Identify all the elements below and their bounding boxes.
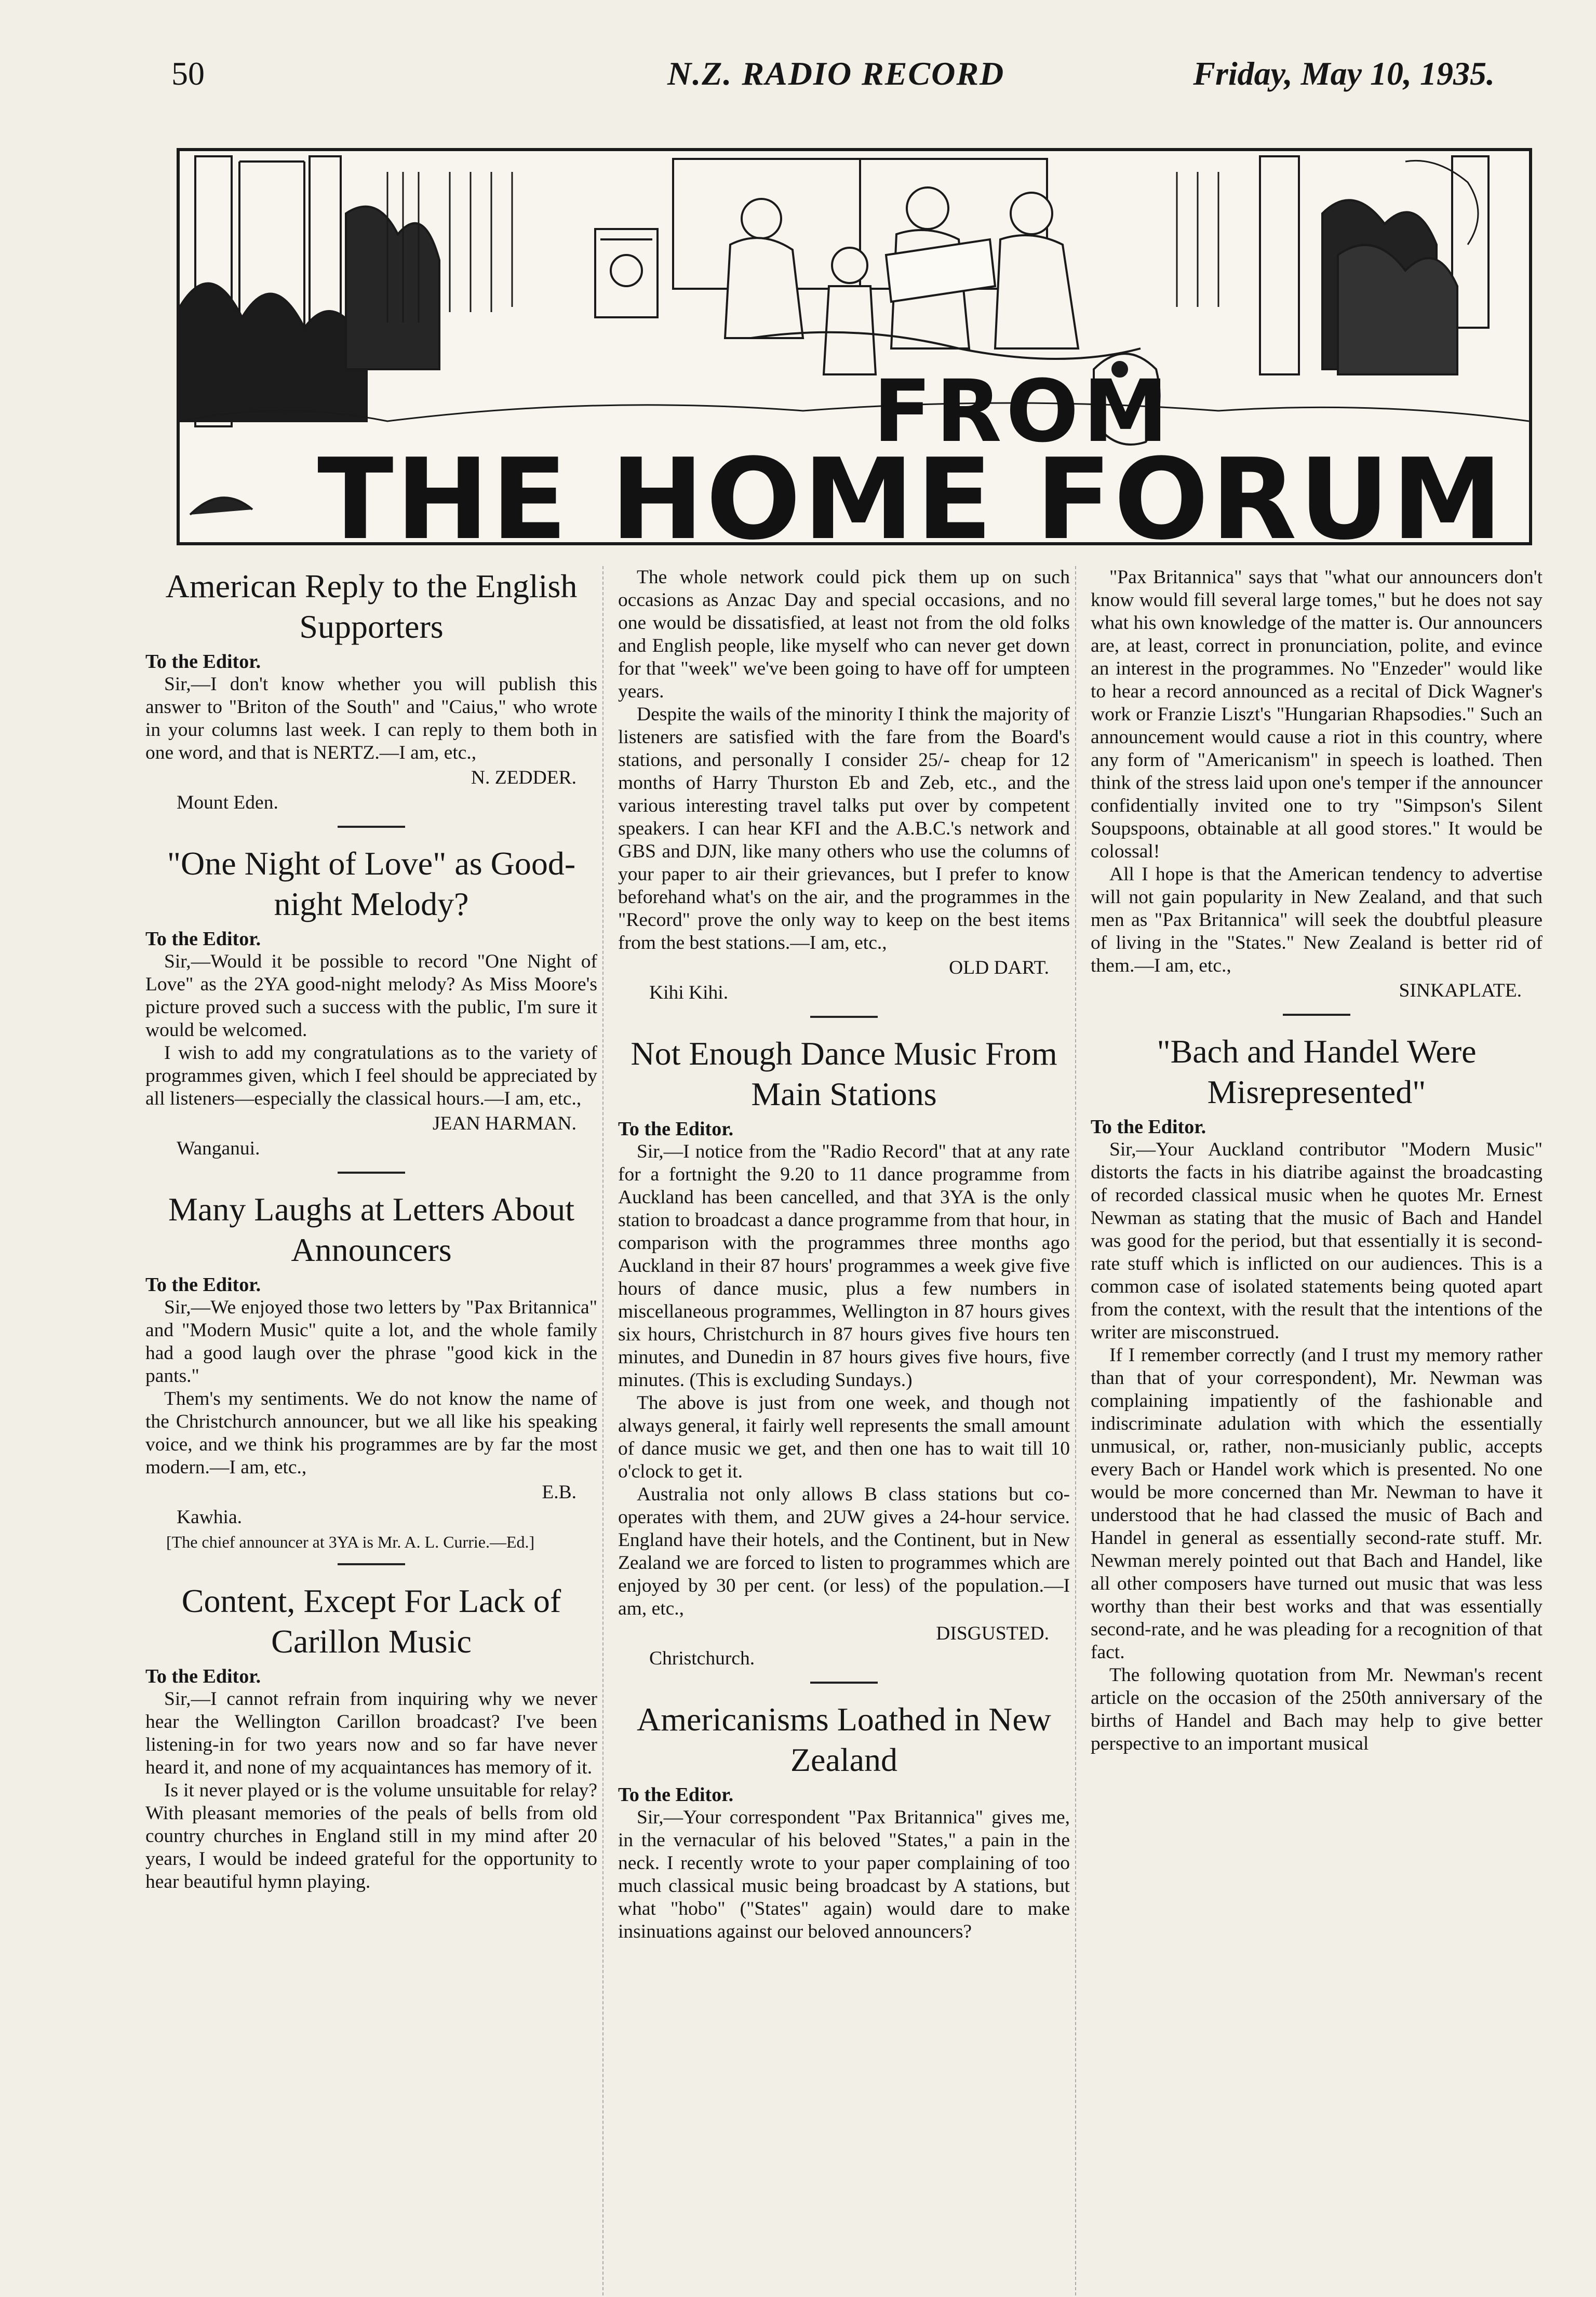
letter-paragraph: Australia not only allows B class stations but co-operates with them, and 2UW gives a 24-hour service. England have their hotels, and the Continent, but in New Zealand we are forced to listen to programmes which are enjoyed by 30 per cent. (or less) of the population.—I am, etc.,: [618, 1484, 1070, 1619]
letter-paragraph: All I hope is that the American tendency to advertise will not gain popularity in New Zealand, and that such men as "Pax Britannica" will seek the doubtful pleasure of living in the "States." New Zealand is better rid of them.—I am, etc.,: [1091, 864, 1543, 976]
letter-paragraph: Sir,—Would it be possible to record "One Night of Love" as the 2YA good-night melody? As Miss Moore's picture proved such a success with the public, I'm sure it would be welcomed.: [145, 951, 597, 1041]
letter-paragraph: Is it never played or is the volume unsuitable for relay? With pleasant memories of the peals of bells from old country churches in England still in my mind after 20 years, I would be indeed grateful for the opportunity to hear beautiful hymn playing.: [145, 1780, 597, 1892]
letter-headline: American Reply to the English Supporters: [165, 568, 578, 645]
letter-headline: Not Enough Dance Music From Main Stations: [631, 1035, 1057, 1112]
salutation: To the Editor.: [145, 651, 261, 673]
letter-headline: "One Night of Love" as Good-night Melody?: [167, 845, 576, 922]
letter-paragraph: Sir,—Your correspondent "Pax Britannica" gives me, in the vernacular of his beloved "States," a pain in the neck. I recently wrote to your paper complaining of too much classical music being broadcast by A stations, but what "hobo" ("States" again) would dare to make insinuations against our beloved announcers?: [618, 1807, 1070, 1942]
letter-signature: DISGUSTED.: [936, 1623, 1049, 1644]
column-divider: [1075, 566, 1076, 2295]
letter-paragraph: I wish to add my congratulations as to the variety of programmes given, which I feel should be appreciated by all listeners—especially the classical hours.—I am, etc.,: [145, 1042, 597, 1109]
divider-rule: [338, 1563, 405, 1565]
letter-place: Kawhia.: [177, 1507, 242, 1528]
column-3: [1091, 566, 1543, 1755]
divider-rule: [1283, 1014, 1350, 1016]
letter-paragraph: Them's my sentiments. We do not know the name of the Christchurch announcer, but we all like his speaking voice, and we think his programmes are by far the most modern.—I am, etc.,: [145, 1388, 597, 1478]
letter-headline: Many Laughs at Letters About Announcers: [168, 1191, 575, 1268]
editor-note: [The chief announcer at 3YA is Mr. A. L. Currie.—Ed.]: [166, 1533, 535, 1551]
letter-paragraph: The above is just from one week, and though not always general, it fairly well represents the small amount of dance music we get, and then one has to wait till 10 o'clock to get it.: [618, 1392, 1070, 1482]
letter-signature: OLD DART.: [949, 957, 1049, 978]
banner-title-from: FROM: [873, 361, 1173, 461]
letter-carillon-music-part2: [618, 566, 1070, 1004]
letter-signature: E.B.: [542, 1482, 576, 1503]
letter-american-reply: [145, 566, 597, 814]
letter-paragraph: The whole network could pick them up on such occasions as Anzac Day and special occasions, and no one would be dissatisfied, at least not from the old folks and English people, like myself who can never get down for that "week" we've been going to have off for umpteen years.: [618, 567, 1070, 702]
letter-one-night-of-love: [145, 843, 597, 1160]
salutation: To the Editor.: [145, 1665, 261, 1687]
letter-place: Kihi Kihi.: [649, 982, 729, 1003]
letter-paragraph: Despite the wails of the minority I think the majority of listeners are satisfied with the fare from the Board's stations, and personally I consider 25/- cheap for 12 months of Harry Thurston Eb and Zeb, etc., and the various interesting travel talks put over by competent speakers. I can hear KFI and the A.B.C.'s network and GBS and DJN, like many others who use the columns of your paper to air their grievances, but I prefer to know beforehand what's on the air, and the programmes in the "Record" prove the only way to keep on the best items from the best stations.—I am, etc.,: [618, 704, 1070, 953]
letter-paragraph: If I remember correctly (and I trust my memory rather than that of your correspondent), Mr. Newman was complaining impatiently of the fashionable and indiscriminate adulation with which the essentially unmusical, or, rather, non-musicianly public, accepts every Bach or Handel work which is presented. No one would be more concerned than Mr. Newman to have it understood that he had classed the music of Bach and Handel in general as essentially second-rate stuff. Mr. Newman merely pointed out that Bach and Handel, like all other composers have turned out music that was less worthy than their best works and that was essentially second-rate, and he was pleading for a recognition of that fact.: [1091, 1345, 1543, 1663]
divider-rule: [810, 1682, 878, 1684]
letter-signature: N. ZEDDER.: [471, 767, 576, 788]
letter-many-laughs: [145, 1189, 597, 1552]
divider-rule: [338, 1172, 405, 1174]
banner-title-home-forum: THE HOME FORUM: [317, 434, 1505, 545]
letter-headline: "Bach and Handel Were Misrepresented": [1157, 1033, 1477, 1110]
letter-paragraph: Sir,—I don't know whether you will publish this answer to "Briton of the South" and "Caius," who wrote in your columns last week. I can reply to them both in one word, and that is NERTZ.—I am, etc.,: [145, 674, 597, 763]
letter-dance-music: [618, 1033, 1070, 1670]
letter-paragraph: "Pax Britannica" says that "what our announcers don't know would fill several large tomes," but he does not say what his own knowledge of the matter is. Our announcers are, at least, correct in pronunciation, polite, and evince an interest in the programmes. No "Enzeder" would like to hear a record announced as a recital of Dick Wagner's work or Franzie Liszt's "Hungarian Rhapsodies." Such an announcement would cause a riot in this country, where any form of "Americanism" in speech is loathed. Then think of the stress laid upon one's temper if the announcer confidentially invited one to try "Simpson's Silent Soupspoons, obtainable at all good stores." It would be colossal!: [1091, 567, 1543, 862]
letter-headline: Americanisms Loathed in New Zealand: [637, 1701, 1051, 1778]
salutation: To the Editor.: [145, 1274, 261, 1296]
divider-rule: [338, 826, 405, 828]
letter-americanisms-part1: [618, 1699, 1070, 1943]
issue-date: Friday, May 10, 1935.: [1193, 55, 1495, 92]
letter-paragraph: Sir,—I notice from the "Radio Record" that at any rate for a fortnight the 9.20 to 11 dance programme from Auckland has been cancelled, and that 3YA is the only station to broadcast a dance programme from that hour, in comparison with the programmes three months ago Auckland in their 87 hours' programmes a week give five hours of dance music, plus a few numbers in miscellaneous programmes, Wellington in 87 hours gives six hours, Christchurch in 87 hours gives five hours ten minutes, and Dunedin in 87 hours gives five hours, five minutes. (This is excluding Sundays.): [618, 1141, 1070, 1391]
salutation: To the Editor.: [618, 1784, 734, 1806]
letter-paragraph: Sir,—I cannot refrain from inquiring why we never hear the Wellington Carillon broadcast? I've been listening-in for two years now and so far have never heard it, and none of my acquaintances has memory of it.: [145, 1688, 597, 1778]
page-header: [171, 55, 1495, 101]
letter-paragraph: Sir,—We enjoyed those two letters by "Pax Britannica" and "Modern Music" quite a lot, and the whole family had a good laugh over the phrase "good kick in the pants.": [145, 1297, 597, 1387]
publication-title: N.Z. RADIO RECORD: [667, 55, 1005, 92]
salutation: To the Editor.: [1091, 1116, 1206, 1138]
letter-place: Wanganui.: [177, 1138, 260, 1159]
letter-americanisms-part2: [1091, 566, 1543, 1002]
column-2: [618, 566, 1070, 1943]
divider-rule: [810, 1016, 878, 1018]
column-1: [145, 566, 597, 1893]
page-number: 50: [171, 55, 205, 92]
letter-headline: Content, Except For Lack of Carillon Music: [181, 1582, 561, 1660]
letter-signature: SINKAPLATE.: [1399, 980, 1522, 1001]
letter-paragraph: Sir,—Your Auckland contributor "Modern Music" distorts the facts in his diatribe against the broadcasting of recorded classical music when he quotes Mr. Ernest Newman as stating that the music of Bach and Handel was good for the period, but that essentially it is second-rate stuff which is inflicted on our audiences. This is a common case of isolated statements being quoted apart from the context, with the result that the intentions of the writer are misconstrued.: [1091, 1139, 1543, 1343]
letter-place: Christchurch.: [649, 1648, 755, 1669]
salutation: To the Editor.: [618, 1118, 734, 1140]
salutation: To the Editor.: [145, 928, 261, 950]
column-divider: [602, 566, 603, 2295]
letter-paragraph: The following quotation from Mr. Newman's recent article on the occasion of the 250th anniversary of the births of Handel and Bach may help to give better perspective to an important musical: [1091, 1664, 1543, 1754]
home-forum-banner: [177, 148, 1532, 545]
letter-carillon-music-part1: [145, 1581, 597, 1893]
letter-signature: JEAN HARMAN.: [432, 1113, 576, 1134]
letter-bach-handel: [1091, 1031, 1543, 1755]
letter-place: Mount Eden.: [177, 792, 278, 813]
